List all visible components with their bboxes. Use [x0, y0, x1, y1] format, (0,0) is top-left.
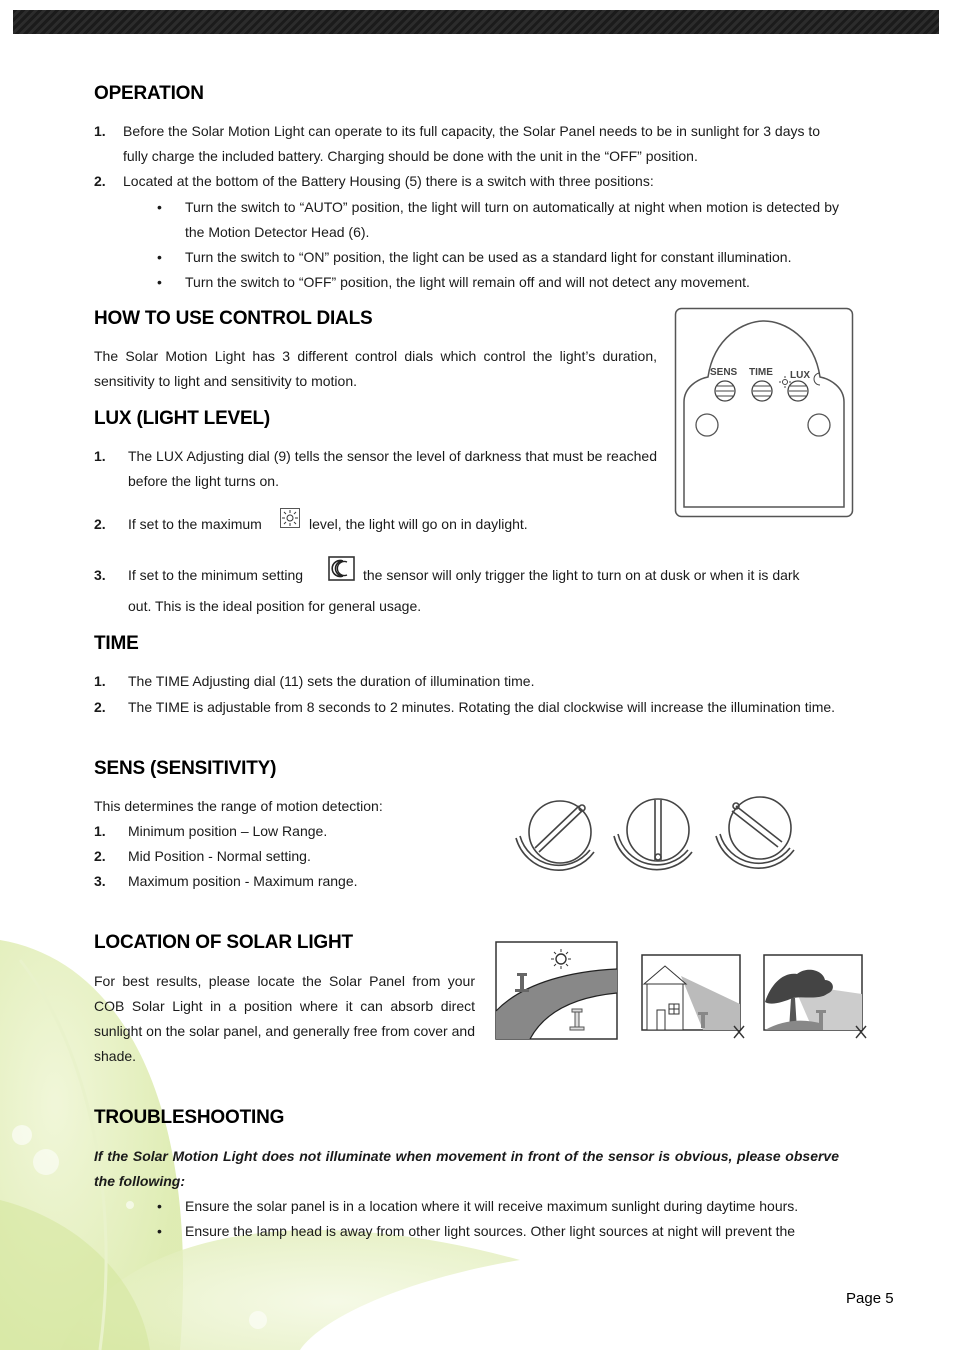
lux-item-3-text-a: If set to the minimum setting [128, 567, 304, 583]
lux-heading: LUX (LIGHT LEVEL) [94, 408, 271, 429]
troubleshooting-bullet-2: Ensure the lamp head is away from other light sources. Other light sources at night will prevent the [185, 1223, 796, 1239]
time-item-2-text: The TIME is adjustable from 8 seconds to 2 minutes. Rotating the dial clockwise will increase the illumination time. [128, 699, 836, 715]
header-bar [13, 10, 939, 34]
moon-icon [328, 556, 355, 581]
lux-item-1-num: 1. [94, 448, 106, 464]
lux-item-2-num: 2. [94, 516, 106, 532]
sens-item-2-text: Mid Position - Normal setting. [128, 848, 311, 864]
operation-bullet-1: Turn the switch to “AUTO” position, the light will turn on automatically at night when motion is detected by the Motion Detector Head (6). [185, 199, 839, 240]
operation-item-2-num: 2. [94, 173, 106, 189]
operation-bullet-marker: • [157, 199, 162, 215]
dial-knob [788, 381, 808, 401]
operation-item-1-num: 1. [94, 123, 106, 139]
operation-item-2-text: Located at the bottom of the Battery Housing (5) there is a switch with three positions: [123, 173, 654, 189]
time-item-1-num: 1. [94, 673, 106, 689]
lux-item-3-num: 3. [94, 567, 106, 583]
lux-item-3-text-c: out. This is the ideal position for general usage. [128, 598, 422, 614]
lux-item-2-text-a: If set to the maximum [128, 516, 262, 532]
troubleshooting-intro: If the Solar Motion Light does not illuminate when movement in front of the sensor is obvious, please observe the following: [94, 1148, 839, 1189]
time-item-2-num: 2. [94, 699, 106, 715]
location-good-sunlight-diagram [495, 941, 618, 1040]
time-item-1-text: The TIME Adjusting dial (11) sets the duration of illumination time. [128, 673, 535, 689]
sens-dial-minimum [516, 801, 594, 870]
location-house-shade-diagram [641, 954, 751, 1040]
dial-label-sens: SENS [710, 367, 738, 378]
sens-item-2-num: 2. [94, 848, 106, 864]
dial-label-lux: LUX [790, 370, 810, 381]
time-heading: TIME [94, 633, 139, 654]
dial-knob [752, 381, 772, 401]
dials-text: The Solar Motion Light has 3 different control dials which control the light’s duration, sensitivity to light and sensitivity to motion. [94, 348, 657, 389]
sens-item-3-num: 3. [94, 873, 106, 889]
location-text: For best results, please locate the Solar Panel from your COB Solar Light in a position where it can absorb direct sunlight on the solar panel, and generally free from cover and shade. [94, 973, 475, 1064]
lux-item-2-text-b: level, the light will go on in daylight. [309, 516, 528, 532]
sens-dial-maximum [716, 797, 794, 868]
troubleshooting-bullet-1: Ensure the solar panel is in a location where it will receive maximum sunlight during daytime hours. [185, 1198, 799, 1214]
location-tree-shade-diagram [763, 954, 873, 1040]
sens-item-3-text: Maximum position - Maximum range. [128, 873, 358, 889]
control-dials-diagram [674, 307, 854, 519]
dial-label-time: TIME [749, 367, 773, 378]
operation-bullet-marker: • [157, 274, 162, 290]
troubleshooting-bullet-marker: • [157, 1198, 162, 1214]
lux-item-3-text-b: the sensor will only trigger the light to turn on at dusk or when it is dark [363, 567, 800, 583]
sens-dial-mid [614, 799, 692, 870]
troubleshooting-heading: TROUBLESHOOTING [94, 1107, 285, 1128]
operation-item-1-text: Before the Solar Motion Light can operate to its full capacity, the Solar Panel needs to be in sunlight for 3 days to fully charge the included battery. Charging should be done with the unit in the “OFF” position. [123, 123, 821, 164]
location-heading: LOCATION OF SOLAR LIGHT [94, 932, 353, 953]
sun-icon [280, 508, 300, 528]
operation-bullet-3: Turn the switch to “OFF” position, the light will remain off and will not detect any movement. [185, 274, 750, 290]
sens-heading: SENS (SENSITIVITY) [94, 758, 277, 779]
dials-heading: HOW TO USE CONTROL DIALS [94, 308, 373, 329]
operation-heading: OPERATION [94, 83, 204, 104]
dial-knob [715, 381, 735, 401]
operation-bullet-marker: • [157, 249, 162, 265]
sensitivity-dial-positions-diagram [510, 792, 800, 876]
sens-item-1-num: 1. [94, 823, 106, 839]
sens-item-1-text: Minimum position – Low Range. [128, 823, 328, 839]
lux-item-1-text: The LUX Adjusting dial (9) tells the sensor the level of darkness that must be reached before the light turns on. [128, 448, 657, 489]
troubleshooting-bullet-marker: • [157, 1223, 162, 1239]
sens-intro: This determines the range of motion detection: [94, 798, 383, 814]
operation-bullet-2: Turn the switch to “ON” position, the light can be used as a standard light for constant illumination. [185, 249, 792, 265]
page-number: Page 5 [846, 1290, 894, 1307]
